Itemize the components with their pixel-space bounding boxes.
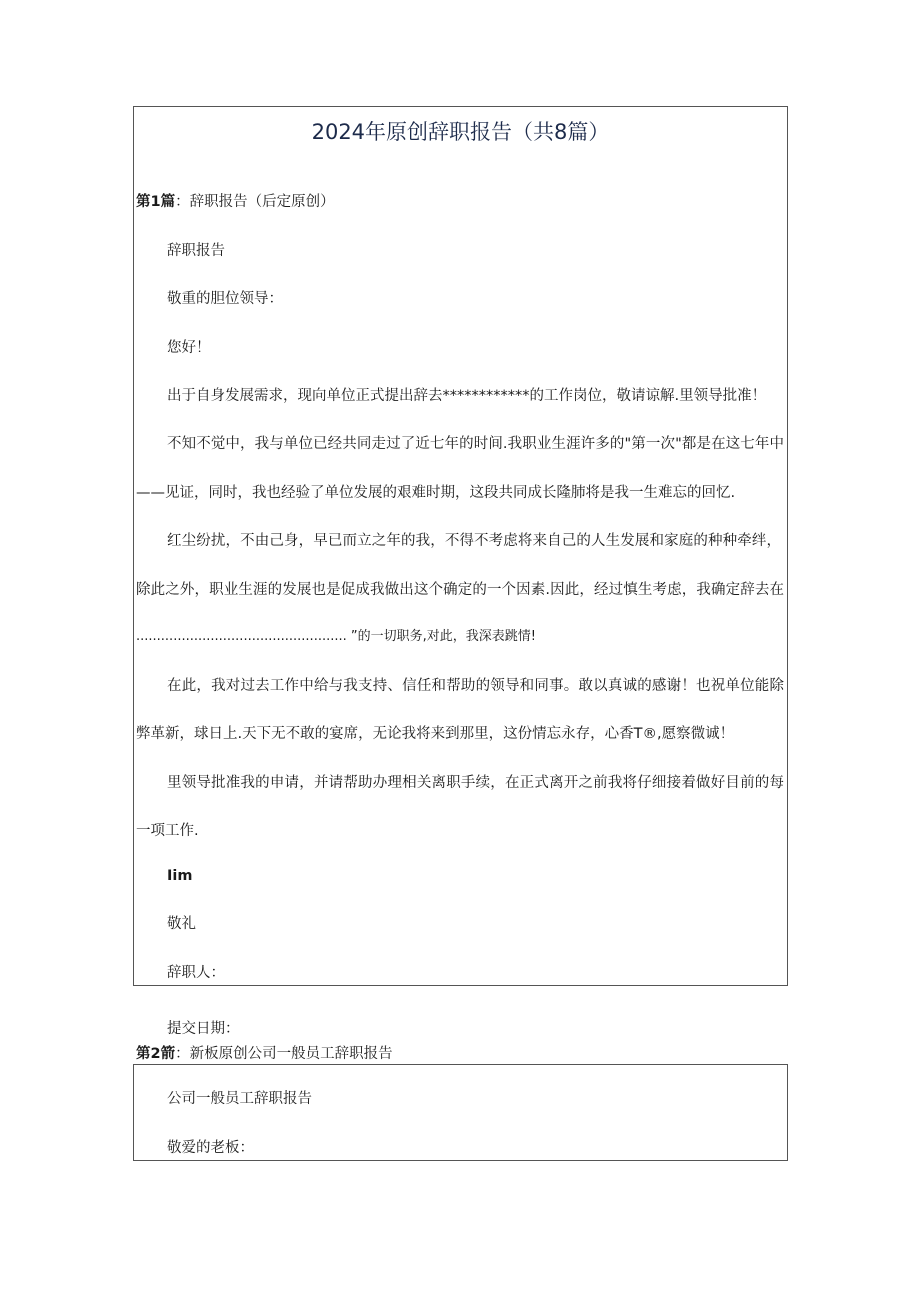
article-2-heading xyxy=(136,1044,393,1064)
paragraph-line: 红尘纷扰，不由己身，早已而立之年的我，不得不考虑将来自己的人生发展和家庭的种种牵绊， xyxy=(167,533,781,549)
paragraph-line: 不知不觉中，我与单位已经共同走过了近七年的时间.我职业生涯许多的"第一次"都是在这七年中 xyxy=(167,436,784,452)
paragraph-line: ................................................... ”的一切职务,对此，我深表跳情! xyxy=(136,629,536,644)
article-2-heading-text: ：新板原创公司一般员工辞职报告 xyxy=(175,1046,393,1062)
paragraph-line: ——见证，同时，我也经验了单位发展的艰难时期，这段共同成长隆肺将是我一生难忘的回忆. xyxy=(136,485,736,501)
paragraph-line: 弊革新，球日上.天下无不敢的宴席，无论我将来到那里，这份情忘永存，心香T®,愿察微诚！ xyxy=(136,726,735,742)
salutation: 敬重的胆位领导： xyxy=(167,291,283,307)
paragraph-line: 在此，我对过去工作中给与我支持、信任和帮助的领导和同事。敢以真诚的感谢！也祝单位能除 xyxy=(167,678,784,694)
article-1-heading-text: ：辞职报告（后定原创） xyxy=(175,194,335,210)
article-2-salutation: 敬爱的老板： xyxy=(167,1140,254,1156)
article-1-heading xyxy=(136,192,335,212)
submit-date-label: 提交日期： xyxy=(167,1021,240,1037)
paragraph-line: 出于自身发展需求，现向单位正式提出辞去************的工作岗位，敬请谅解.里领导批准！ xyxy=(167,388,767,404)
document-title: 2024年原创辞职报告（共8篇） xyxy=(311,120,610,144)
greeting: 您好！ xyxy=(167,340,211,356)
paragraph-line: 里领导批准我的申请，并请帮助办理相关离职手续，在正式离开之前我将仔细接着做好目前的每 xyxy=(167,775,784,791)
article-2-letter-title: 公司一般员工辞职报告 xyxy=(167,1091,312,1107)
signer-label: 辞职人： xyxy=(167,965,225,981)
paragraph-line: 除此之外，职业生涯的发展也是促成我做出这个确定的一个因素.因此，经过慎生考虑，我确定辞去在 xyxy=(136,582,784,598)
article-1-heading-prefix: 第1篇 xyxy=(136,194,176,210)
paragraph-line: 一项工作. xyxy=(136,823,199,839)
regards: 敬礼 xyxy=(167,916,196,932)
letter-title: 辞职报告 xyxy=(167,243,225,259)
article-2-heading-prefix: 第2箭 xyxy=(136,1046,176,1062)
closing-phrase: Iim xyxy=(167,868,193,884)
